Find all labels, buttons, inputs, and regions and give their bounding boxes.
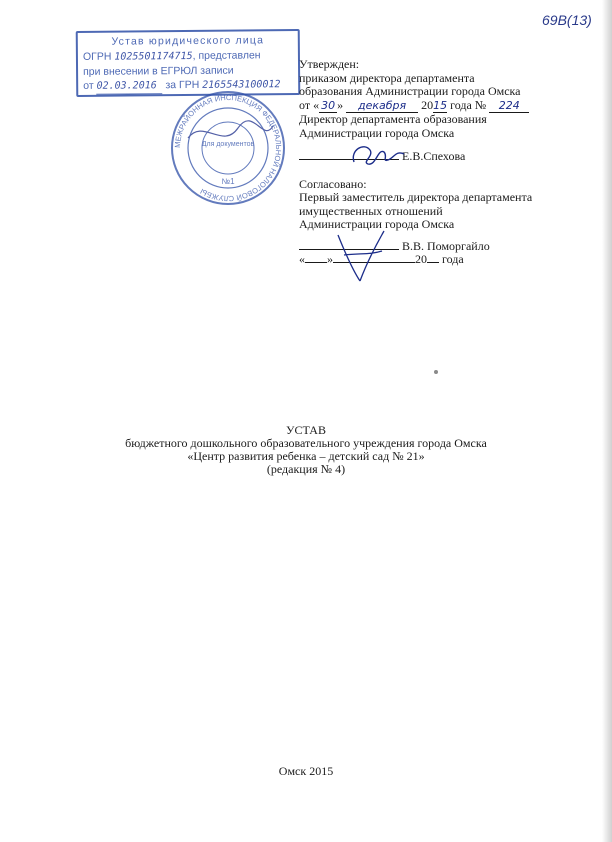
deputy-signature <box>330 225 390 285</box>
date2-day-blank <box>305 262 327 263</box>
director-line-2: Администрации города Омска <box>299 125 455 140</box>
stamp-grn-label: за ГРН <box>165 79 200 92</box>
tax-office-seal <box>168 88 288 208</box>
document-heading: УСТАВ <box>286 423 326 437</box>
date2-open: « <box>299 252 305 266</box>
date2-year-prefix: 20 <box>415 252 427 266</box>
director-line-1: Директор департамента образования <box>299 112 487 126</box>
scan-speck <box>434 370 438 374</box>
date-day: 30 <box>321 98 336 112</box>
deputy-line-3: Администрации города Омска <box>299 217 455 231</box>
director-signature-line <box>299 150 599 164</box>
registration-stamp <box>76 29 301 97</box>
date-month: декабря <box>346 99 418 114</box>
date-year-suffix: 15 <box>433 98 448 112</box>
date-mid: » <box>337 97 344 112</box>
order-line-1: приказом директора департамента <box>299 70 475 85</box>
title-line-1: бюджетного дошкольного образовательного учреждения города Омска <box>125 436 487 450</box>
director-signature <box>348 140 408 168</box>
director-name: Е.В.Спехова <box>402 149 466 163</box>
stamp-grn-value: 2165543100012 <box>202 79 281 92</box>
title-line-3: (редакция № 4) <box>266 462 346 476</box>
date2-close: » <box>327 252 333 266</box>
stamp-ogrn-label: ОГРН <box>82 50 112 63</box>
stamp-line-3: при внесении в ЕГРЮЛ записи <box>83 64 234 78</box>
document-title-block <box>0 424 612 476</box>
date-prefix: от « <box>299 97 320 112</box>
seal-ring-text: МЕЖРАЙОННАЯ ИНСПЕКЦИЯ ФЕДЕРАЛЬНОЙ НАЛОГОВОЙ СЛУЖБЫ <box>172 92 284 204</box>
stamp-from-label: от <box>83 80 94 93</box>
stamp-line-1: Устав юридического лица <box>111 34 265 48</box>
handwritten-corner-note: 69В(13) <box>542 12 592 28</box>
date-year-word: года № <box>450 97 487 112</box>
order-line-2: образования Администрации города Омска <box>299 84 521 98</box>
city-year: Омск 2015 <box>278 764 334 778</box>
title-line-2: «Центр развития ребенка – детский сад № 21» <box>187 449 425 463</box>
approved-heading: Утвержден: <box>299 57 360 71</box>
order-date-line <box>299 99 599 114</box>
deputy-line-1: Первый заместитель директора департамента <box>299 190 533 204</box>
scan-edge-shadow <box>602 0 612 842</box>
seal-number: №1 <box>221 177 235 186</box>
deputy-line-2: имущественных отношений <box>299 203 443 218</box>
stamp-presented: , представлен <box>192 49 261 62</box>
order-number: 224 <box>489 99 529 114</box>
date2-year-blank <box>427 262 439 263</box>
date-year-prefix: 20 <box>421 97 434 112</box>
agreed-heading: Согласовано: <box>299 176 367 191</box>
stamp-from-value: 02.03.2016 <box>96 80 162 96</box>
stamp-ogrn-value: 1025501174715 <box>114 50 193 63</box>
seal-center-text: Для документов <box>201 141 255 148</box>
date2-year-word: года <box>442 252 464 266</box>
deputy-name: В.В. Поморгайло <box>402 238 490 253</box>
